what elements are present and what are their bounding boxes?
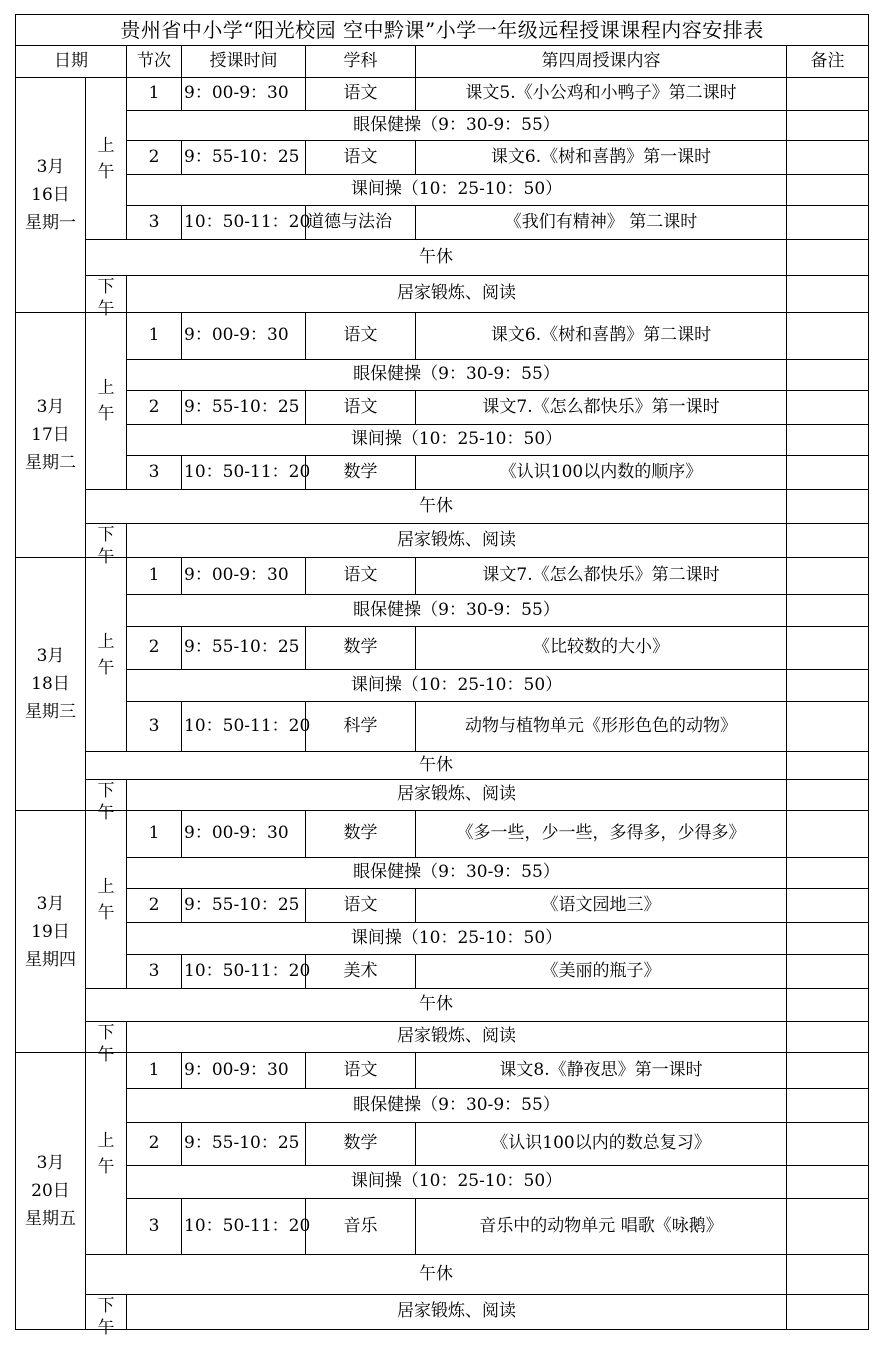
lesson-row <box>16 206 869 240</box>
lesson-subject: 语文 <box>306 889 416 923</box>
lesson-period: 2 <box>127 889 182 923</box>
day-date: 3月16日 <box>31 157 70 205</box>
lesson-content: 《认识100以内数的顺序》 <box>416 456 787 490</box>
afternoon-label <box>86 1022 127 1065</box>
lesson-subject: 数学 <box>306 627 416 670</box>
exercise-row <box>16 670 869 702</box>
lesson-row <box>16 78 869 111</box>
day-cell <box>16 313 86 558</box>
lesson-row <box>16 1123 869 1166</box>
row-note <box>787 595 869 627</box>
lesson-period: 3 <box>127 456 182 490</box>
eye-exercise-label: 眼保健操（9：30-9：55） <box>127 360 787 391</box>
day-cell <box>16 811 86 1053</box>
home-activity-label: 居家锻炼、阅读 <box>127 1022 787 1053</box>
afternoon-row <box>16 1022 869 1053</box>
afternoon-row <box>16 780 869 811</box>
lesson-time: 9：55-10：25 <box>182 627 306 670</box>
lesson-time: 9：55-10：25 <box>182 1123 306 1166</box>
lesson-note <box>787 141 869 175</box>
lesson-time: 10：50-11：20 <box>182 1199 306 1255</box>
morning-text: 上午 <box>97 1130 115 1177</box>
lesson-period: 1 <box>127 558 182 595</box>
exercise-row <box>16 923 869 955</box>
lesson-subject: 语文 <box>306 78 416 111</box>
day-weekday: 星期四 <box>25 949 76 970</box>
row-note <box>787 240 869 276</box>
schedule-table <box>15 14 869 1338</box>
afternoon-text: 下午 <box>97 525 115 567</box>
afternoon-row <box>16 1295 869 1330</box>
lunch-label: 午休 <box>86 752 787 780</box>
lunch-row <box>16 240 869 276</box>
home-activity-label: 居家锻炼、阅读 <box>127 780 787 811</box>
day-weekday: 星期三 <box>25 702 76 722</box>
lesson-subject: 美术 <box>306 955 416 989</box>
eye-exercise-label: 眼保健操（9：30-9：55） <box>127 1089 787 1123</box>
lesson-note <box>787 1123 869 1166</box>
lesson-subject: 数学 <box>306 811 416 858</box>
row-note <box>787 175 869 206</box>
break-exercise-label: 课间操（10：25-10：50） <box>127 1166 787 1199</box>
exercise-row <box>16 360 869 391</box>
lesson-note <box>787 206 869 240</box>
lesson-time: 9：00-9：30 <box>182 811 306 858</box>
header-note: 备注 <box>787 46 869 78</box>
exercise-row <box>16 111 869 141</box>
page-title: 贵州省中小学“阳光校园 空中黔课”小学一年级远程授课课程内容安排表 <box>16 15 869 46</box>
title-row <box>16 15 869 46</box>
morning-label <box>86 78 127 240</box>
row-note <box>787 111 869 141</box>
lesson-row <box>16 456 869 490</box>
exercise-row <box>16 175 869 206</box>
lunch-label: 午休 <box>86 240 787 276</box>
afternoon-label <box>86 1295 127 1338</box>
afternoon-text: 下午 <box>97 1023 115 1065</box>
lesson-subject: 语文 <box>306 1053 416 1089</box>
afternoon-text: 下午 <box>97 781 115 823</box>
lesson-period: 2 <box>127 141 182 175</box>
lesson-content: 课文5.《小公鸡和小鸭子》第二课时 <box>416 78 787 111</box>
row-note <box>787 780 869 811</box>
afternoon-row <box>16 524 869 558</box>
day-weekday: 星期二 <box>25 453 76 473</box>
exercise-row <box>16 1089 869 1123</box>
lesson-time: 9：55-10：25 <box>182 889 306 923</box>
lunch-label: 午休 <box>86 989 787 1022</box>
header-date: 日期 <box>16 46 127 78</box>
exercise-row <box>16 595 869 627</box>
header-content: 第四周授课内容 <box>416 46 787 78</box>
lesson-content: 《比较数的大小》 <box>416 627 787 670</box>
lesson-row <box>16 141 869 175</box>
lesson-period: 3 <box>127 702 182 752</box>
lesson-row <box>16 702 869 752</box>
lesson-content: 课文6.《树和喜鹊》第二课时 <box>416 313 787 360</box>
lesson-content: 《认识100以内的数总复习》 <box>416 1123 787 1166</box>
afternoon-label <box>86 276 127 319</box>
row-note <box>787 425 869 456</box>
morning-text: 上午 <box>97 135 115 182</box>
lunch-row <box>16 989 869 1022</box>
afternoon-text: 下午 <box>97 1296 115 1338</box>
morning-label <box>86 1053 127 1255</box>
row-note <box>787 276 869 313</box>
lesson-content: 《多一些，少一些，多得多，少得多》 <box>416 811 787 858</box>
lesson-period: 1 <box>127 78 182 111</box>
lesson-row <box>16 627 869 670</box>
morning-text: 上午 <box>97 631 115 678</box>
lesson-row <box>16 811 869 858</box>
header-row <box>16 46 869 78</box>
lesson-time: 9：55-10：25 <box>182 141 306 175</box>
lesson-period: 1 <box>127 1053 182 1089</box>
lesson-period: 1 <box>127 811 182 858</box>
header-period: 节次 <box>127 46 182 78</box>
lesson-time: 9：55-10：25 <box>182 391 306 425</box>
lesson-subject: 道德与法治 <box>306 206 416 240</box>
lesson-subject: 数学 <box>306 456 416 490</box>
morning-text: 上午 <box>97 876 115 923</box>
afternoon-label <box>86 524 127 567</box>
row-note <box>787 1089 869 1123</box>
home-activity-label: 居家锻炼、阅读 <box>127 276 787 313</box>
row-note <box>787 360 869 391</box>
lunch-label: 午休 <box>86 490 787 524</box>
day-cell <box>16 558 86 811</box>
lesson-note <box>787 1053 869 1089</box>
day-weekday: 星期五 <box>25 1209 76 1229</box>
day-date: 3月19日 <box>31 893 70 942</box>
lesson-row <box>16 1199 869 1255</box>
lesson-note <box>787 889 869 923</box>
morning-text: 上午 <box>97 378 115 424</box>
lesson-time: 10：50-11：20 <box>182 206 306 240</box>
lesson-content: 课文7.《怎么都快乐》第一课时 <box>416 391 787 425</box>
exercise-row <box>16 858 869 889</box>
lesson-content: 动物与植物单元《形形色色的动物》 <box>416 702 787 752</box>
lesson-content: 课文6.《树和喜鹊》第一课时 <box>416 141 787 175</box>
lesson-subject: 科学 <box>306 702 416 752</box>
lesson-period: 2 <box>127 391 182 425</box>
home-activity-label: 居家锻炼、阅读 <box>127 524 787 558</box>
row-note <box>787 670 869 702</box>
lunch-row <box>16 752 869 780</box>
lesson-row <box>16 955 869 989</box>
home-activity-label: 居家锻炼、阅读 <box>127 1295 787 1330</box>
lunch-row <box>16 1255 869 1295</box>
lesson-content: 课文8.《静夜思》第一课时 <box>416 1053 787 1089</box>
lesson-period: 1 <box>127 313 182 360</box>
row-note <box>787 858 869 889</box>
lesson-time: 10：50-11：20 <box>182 456 306 490</box>
break-exercise-label: 课间操（10：25-10：50） <box>127 923 787 955</box>
day-cell <box>16 1053 86 1330</box>
day-date: 3月18日 <box>31 646 70 694</box>
day-date: 3月20日 <box>31 1153 70 1201</box>
lesson-subject: 语文 <box>306 391 416 425</box>
lesson-content: 课文7.《怎么都快乐》第二课时 <box>416 558 787 595</box>
lesson-note <box>787 627 869 670</box>
day-cell <box>16 78 86 313</box>
lesson-content: 音乐中的动物单元 唱歌《咏鹅》 <box>416 1199 787 1255</box>
lesson-row <box>16 313 869 360</box>
lesson-subject: 语文 <box>306 313 416 360</box>
lesson-row <box>16 1053 869 1089</box>
eye-exercise-label: 眼保健操（9：30-9：55） <box>127 111 787 141</box>
lesson-period: 3 <box>127 955 182 989</box>
lesson-time: 10：50-11：20 <box>182 955 306 989</box>
lesson-period: 2 <box>127 627 182 670</box>
row-note <box>787 923 869 955</box>
lesson-subject: 数学 <box>306 1123 416 1166</box>
header-time: 授课时间 <box>182 46 306 78</box>
lesson-note <box>787 78 869 111</box>
row-note <box>787 524 869 558</box>
lesson-time: 9：00-9：30 <box>182 78 306 111</box>
morning-label <box>86 811 127 989</box>
afternoon-label <box>86 780 127 823</box>
lesson-period: 3 <box>127 1199 182 1255</box>
row-note <box>787 1166 869 1199</box>
lesson-note <box>787 391 869 425</box>
exercise-row <box>16 425 869 456</box>
lesson-content: 《我们有精神》 第二课时 <box>416 206 787 240</box>
lesson-note <box>787 702 869 752</box>
lesson-time: 9：00-9：30 <box>182 558 306 595</box>
afternoon-row <box>16 276 869 313</box>
lesson-subject: 语文 <box>306 141 416 175</box>
row-note <box>787 1022 869 1053</box>
lesson-period: 3 <box>127 206 182 240</box>
eye-exercise-label: 眼保健操（9：30-9：55） <box>127 858 787 889</box>
lesson-note <box>787 558 869 595</box>
lesson-note <box>787 456 869 490</box>
lesson-note <box>787 811 869 858</box>
lesson-note <box>787 313 869 360</box>
row-note <box>787 989 869 1022</box>
lesson-row <box>16 889 869 923</box>
eye-exercise-label: 眼保健操（9：30-9：55） <box>127 595 787 627</box>
break-exercise-label: 课间操（10：25-10：50） <box>127 425 787 456</box>
row-note <box>787 490 869 524</box>
exercise-row <box>16 1166 869 1199</box>
break-exercise-label: 课间操（10：25-10：50） <box>127 670 787 702</box>
lesson-note <box>787 955 869 989</box>
row-note <box>787 1255 869 1295</box>
lesson-row <box>16 391 869 425</box>
morning-label <box>86 313 127 490</box>
lesson-row <box>16 558 869 595</box>
break-exercise-label: 课间操（10：25-10：50） <box>127 175 787 206</box>
lesson-subject: 音乐 <box>306 1199 416 1255</box>
morning-label <box>86 558 127 752</box>
lesson-note <box>787 1199 869 1255</box>
lesson-subject: 语文 <box>306 558 416 595</box>
lesson-time: 9：00-9：30 <box>182 1053 306 1089</box>
lunch-row <box>16 490 869 524</box>
lesson-period: 2 <box>127 1123 182 1166</box>
lunch-label: 午休 <box>86 1255 787 1295</box>
day-date: 3月17日 <box>31 397 70 445</box>
lesson-time: 9：00-9：30 <box>182 313 306 360</box>
day-weekday: 星期一 <box>25 213 76 233</box>
afternoon-text: 下午 <box>97 277 115 319</box>
row-note <box>787 1295 869 1330</box>
lesson-time: 10：50-11：20 <box>182 702 306 752</box>
lesson-content: 《语文园地三》 <box>416 889 787 923</box>
lesson-content: 《美丽的瓶子》 <box>416 955 787 989</box>
header-subject: 学科 <box>306 46 416 78</box>
row-note <box>787 752 869 780</box>
